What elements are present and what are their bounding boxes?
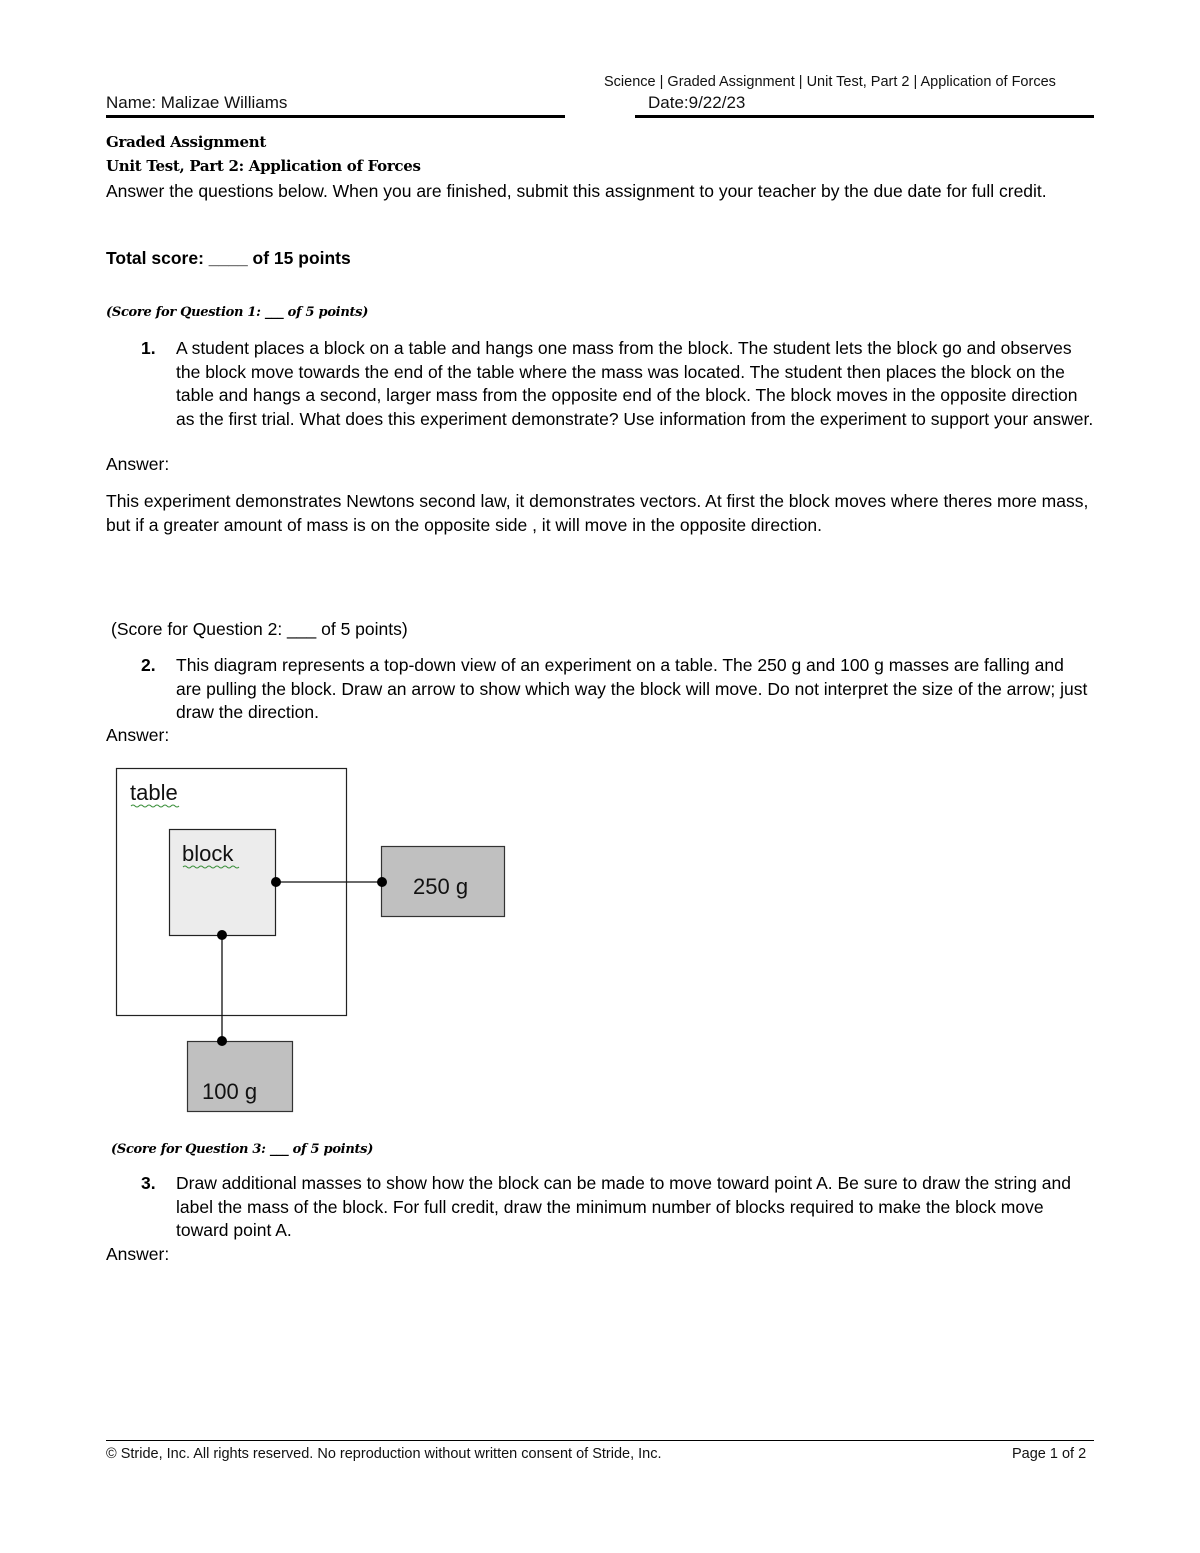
question-2-number: 2. [141, 655, 156, 675]
instructions: Answer the questions below. When you are finished, submit this assignment to your teacher by the due date for full credit. [106, 181, 1047, 201]
table-label: table [130, 780, 178, 805]
dot-mass-100g [217, 1036, 227, 1046]
question-1-text: A student places a block on a table and hangs one mass from the block. The student lets the block go and observes the block move towards the end of the table where the mass was located. The student then places the block on the table and hangs a second, larger mass from the opposite end of the block. The block moves in the opposite direction as the first trial. What does this experiment demonstrate? Use information from the experiment to support your answer. [176, 338, 1094, 429]
date-field: Date:9/22/23 [648, 93, 746, 112]
question-1-number: 1. [141, 338, 156, 358]
question-3-answer-label: Answer: [106, 1244, 170, 1264]
mass-100g-label: 100 g [202, 1079, 258, 1104]
dot-mass-250g [377, 877, 387, 887]
question-2-text: This diagram represents a top-down view of an experiment on a table. The 250 g and 100 g masses are falling and are pulling the block. Draw an arrow to show which way the block will move. Do not interpret the size of the arrow; just draw the direction. [176, 655, 1088, 722]
question-2-score: (Score for Question 2: ___ of 5 points) [111, 619, 408, 639]
footer-page-number: Page 1 of 2 [1012, 1446, 1087, 1462]
question-3-text: Draw additional masses to show how the block can be made to move toward point A. Be sure to draw the string and label the mass of the block. For full credit, draw the minimum number of blocks required to make the block move toward point A. [176, 1173, 1071, 1240]
question-3-number: 3. [141, 1173, 156, 1193]
document-subtitle: Unit Test, Part 2: Application of Forces [106, 157, 421, 175]
name-underline [106, 115, 565, 118]
header-breadcrumb: Science | Graded Assignment | Unit Test, Part 2 | Application of Forces [604, 74, 1056, 90]
block-label: block [182, 841, 234, 866]
total-score: Total score: ____ of 15 points [106, 248, 351, 268]
question-2-answer-label: Answer: [106, 725, 170, 745]
question-1-score: (Score for Question 1: ___ of 5 points) [106, 305, 369, 320]
question-1-answer-label: Answer: [106, 454, 170, 474]
dot-block-right [271, 877, 281, 887]
forces-diagram [100, 760, 520, 1120]
dot-block-bottom [217, 930, 227, 940]
document-title: Graded Assignment [106, 133, 266, 151]
name-field: Name: Malizae Williams [106, 93, 288, 112]
question-3-score: (Score for Question 3: ___ of 5 points) [111, 1142, 374, 1157]
footer-rule [106, 1440, 1094, 1441]
footer-copyright: © Stride, Inc. All rights reserved. No reproduction without written consent of Stride, Inc. [106, 1446, 662, 1462]
mass-250g-label: 250 g [413, 874, 469, 899]
question-1-answer[interactable]: This experiment demonstrates Newtons second law, it demonstrates vectors. At first the block moves where theres more mass, but if a greater amount of mass is on the opposite side , it will move in the opposite direction. [106, 491, 1089, 535]
date-underline [635, 115, 1094, 118]
